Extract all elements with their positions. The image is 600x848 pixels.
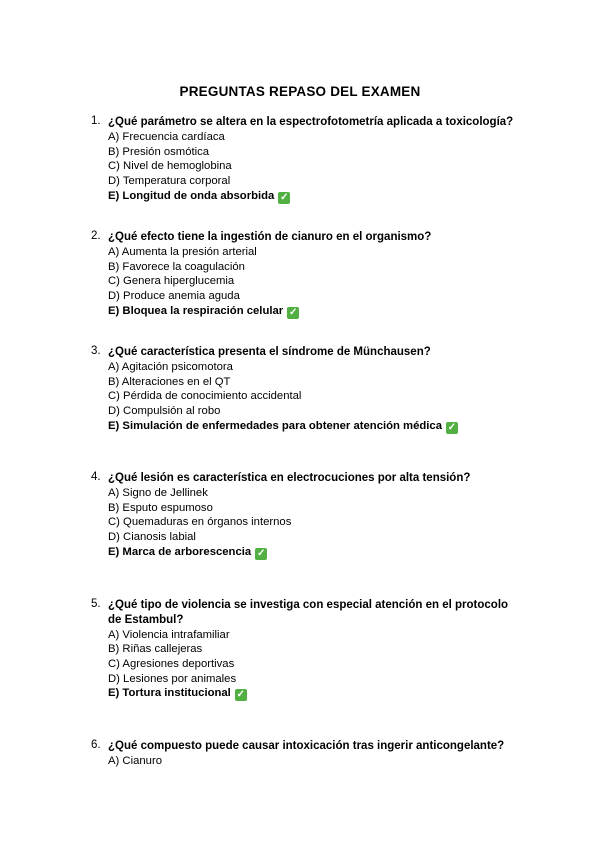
option-d: D) Produce anemia aguda xyxy=(108,290,240,303)
option-a: A) Frecuencia cardíaca xyxy=(108,131,225,143)
question-text: ¿Qué efecto tiene la ingestión de cianuro en el organismo? xyxy=(108,231,432,243)
option-c: C) Nivel de hemoglobina xyxy=(108,160,232,173)
option-b: B) Esputo espumoso xyxy=(108,501,213,514)
answer-text: E) Longitud de onda absorbida xyxy=(108,189,275,202)
option-d: D) Lesiones por animales xyxy=(108,672,237,685)
answer-text: E) Marca de arborescencia xyxy=(108,545,252,558)
option-d: D) Temperatura corporal xyxy=(108,175,231,188)
check-mark-icon: ✓ xyxy=(280,191,289,203)
option-c: C) Pérdida de conocimiento accidental xyxy=(108,390,302,403)
check-mark-icon: ✓ xyxy=(236,689,245,701)
option-a: A) Cianuro xyxy=(108,755,162,767)
option-b: B) Riñas callejeras xyxy=(108,643,203,656)
page-title: PREGUNTAS REPASO DEL EXAMEN xyxy=(179,84,421,99)
check-mark-icon: ✓ xyxy=(288,306,298,318)
question-number: 1. xyxy=(91,115,101,127)
answer-text: E) Simulación de enfermedades para obtener atención médica xyxy=(108,419,442,432)
correct-answer xyxy=(108,304,299,319)
option-c: C) Quemaduras en órganos internos xyxy=(108,516,292,529)
question-text: ¿Qué lesión es característica en electrocuciones por alta tensión? xyxy=(108,472,471,484)
question-text: ¿Qué tipo de violencia se investiga con especial atención en el protocolo de Estambul? xyxy=(108,599,509,626)
answer-text: E) Bloquea la respiración celular xyxy=(108,304,284,317)
option-a: A) Violencia intrafamiliar xyxy=(108,628,230,641)
question-text: ¿Qué parámetro se altera en la espectrofotometría aplicada a toxicología? xyxy=(108,116,514,128)
question-text: ¿Qué compuesto puede causar intoxicación tras ingerir anticongelante? xyxy=(108,740,505,752)
option-b: B) Alteraciones en el QT xyxy=(108,375,231,388)
option-a: A) Aumenta la presión arterial xyxy=(108,246,257,258)
option-b: B) Presión osmótica xyxy=(108,145,210,158)
check-mark-icon: ✓ xyxy=(256,547,266,559)
check-mark-icon: ✓ xyxy=(447,421,457,433)
correct-answer xyxy=(108,545,267,560)
option-d: D) Compulsión al robo xyxy=(108,405,221,418)
option-c: C) Agresiones deportivas xyxy=(108,657,235,670)
question-number: 4. xyxy=(91,471,101,483)
option-d: D) Cianosis labial xyxy=(108,531,196,544)
option-c: C) Genera hiperglucemia xyxy=(108,275,235,288)
option-a: A) Agitación psicomotora xyxy=(108,361,233,373)
answer-text: E) Tortura institucional xyxy=(108,687,231,700)
question-number: 6. xyxy=(91,739,101,751)
correct-answer xyxy=(108,419,458,434)
correct-answer xyxy=(108,189,290,204)
question-number: 2. xyxy=(91,230,101,242)
correct-answer xyxy=(108,686,247,701)
question-number: 5. xyxy=(91,598,101,610)
option-b: B) Favorece la coagulación xyxy=(108,260,245,273)
option-a: A) Signo de Jellinek xyxy=(108,487,208,499)
question-number: 3. xyxy=(91,345,101,357)
question-text: ¿Qué característica presenta el síndrome de Münchausen? xyxy=(108,346,431,358)
